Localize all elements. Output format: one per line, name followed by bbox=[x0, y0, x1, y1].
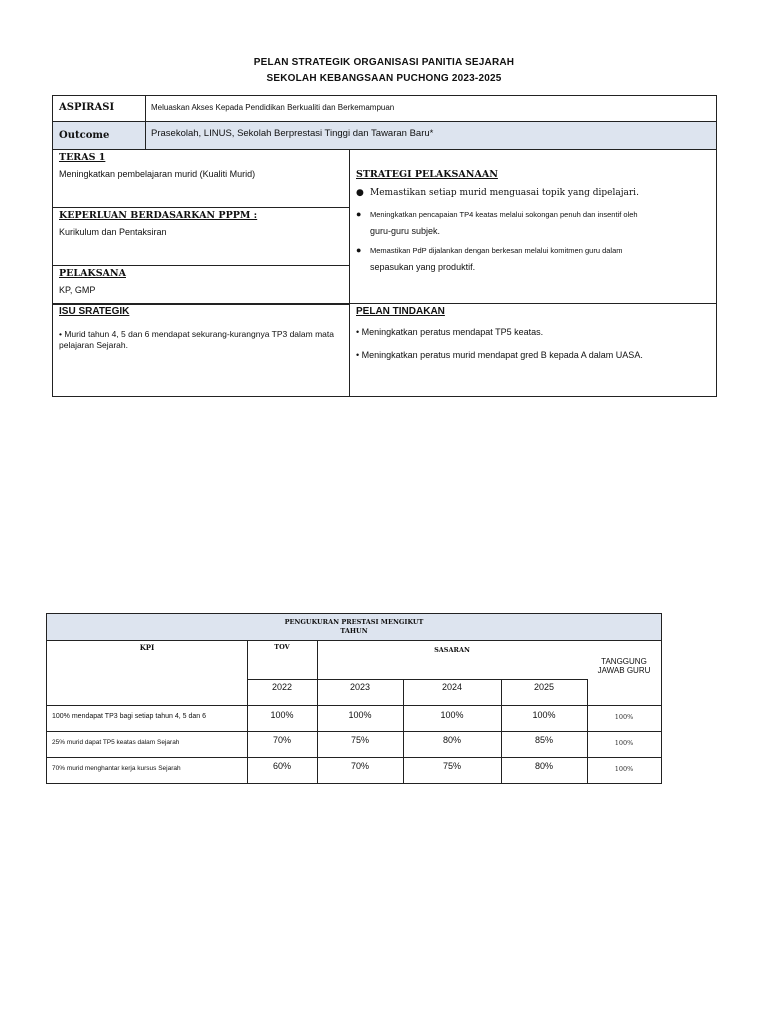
strategi-item bbox=[356, 206, 708, 240]
kpi-table-header bbox=[47, 614, 661, 641]
pelaksana-section bbox=[53, 266, 349, 304]
isu-text: • Murid tahun 4, 5 dan 6 mendapat sekurang-kurangnya TP3 dalam mata pelajaran Sejarah. bbox=[59, 329, 334, 350]
strategi-item-text: Meningkatkan pencapaian TP4 keatas melalui sokongan penuh dan insentif oleh bbox=[370, 210, 638, 219]
aspirasi-row bbox=[53, 96, 716, 122]
pelan-tindakan-heading: PELAN TINDAKAN bbox=[356, 306, 445, 317]
kpi-value-2025: 85% bbox=[534, 735, 553, 745]
kpi-value-guru: 100% bbox=[614, 765, 634, 773]
document-title bbox=[0, 55, 768, 87]
strategi-item-text-cont: guru-guru subjek. bbox=[370, 226, 441, 236]
divider bbox=[53, 304, 350, 305]
strategi-item bbox=[356, 185, 708, 202]
year-label: 2024 bbox=[441, 682, 463, 692]
teras-text: Meningkatkan pembelajaran murid (Kualiti Murid) bbox=[59, 169, 256, 179]
aspirasi-label: ASPIRASI bbox=[53, 96, 146, 121]
keperluan-text: Kurikulum dan Pentaksiran bbox=[59, 227, 167, 237]
isu-heading: ISU SRATEGIK bbox=[59, 306, 130, 317]
kpi-value-2022: 100% bbox=[270, 710, 294, 720]
strategi-item-text-cont: sepasukan yang produktif. bbox=[370, 262, 476, 272]
strategi-item-text: Memastikan setiap murid menguasai topik yang dipelajari. bbox=[370, 188, 639, 198]
teras-heading: TERAS 1 bbox=[59, 152, 106, 163]
bullet-icon: ● bbox=[356, 209, 362, 219]
kpi-value-2023: 100% bbox=[348, 710, 372, 720]
year-label: 2022 bbox=[271, 682, 293, 692]
outcome-label: Outcome bbox=[53, 122, 146, 149]
kpi-header-line-2: TAHUN bbox=[340, 627, 368, 635]
kpi-value-guru: 100% bbox=[614, 739, 634, 747]
kpi-value-2024: 80% bbox=[442, 735, 461, 745]
strategi-heading: STRATEGI PELAKSANAAN bbox=[356, 169, 498, 180]
keperluan-section bbox=[53, 208, 349, 266]
divider bbox=[47, 731, 661, 732]
kpi-table bbox=[46, 613, 662, 784]
kpi-header-line-1: PENGUKURAN PRESTASI MENGIKUT bbox=[284, 618, 424, 626]
kpi-value-2023: 70% bbox=[350, 761, 369, 771]
plan-right-column bbox=[350, 150, 716, 396]
title-line-2: SEKOLAH KEBANGSAAN PUCHONG 2023-2025 bbox=[266, 73, 502, 84]
sasaran-column-header: SASARAN bbox=[434, 646, 470, 654]
year-label: 2025 bbox=[533, 682, 555, 692]
kpi-value-2025: 80% bbox=[534, 761, 553, 771]
outcome-row bbox=[53, 122, 716, 150]
teras-section bbox=[53, 150, 349, 208]
kpi-row-label: 100% mendapat TP3 bagi setiap tahun 4, 5 dan 6 bbox=[52, 713, 206, 720]
kpi-value-2022: 70% bbox=[272, 735, 291, 745]
bullet-icon: ● bbox=[356, 188, 364, 198]
kpi-value-2022: 60% bbox=[272, 761, 291, 771]
tanggung-header-line-1: TANGGUNG bbox=[601, 657, 647, 666]
tanggung-header-line-2: JAWAB GURU bbox=[597, 666, 651, 675]
kpi-row-label: 25% murid dapat TP5 keatas dalam Sejarah bbox=[52, 739, 180, 746]
strategic-plan-table bbox=[52, 95, 717, 397]
strategi-item bbox=[356, 242, 708, 276]
kpi-value-2023: 75% bbox=[350, 735, 369, 745]
divider bbox=[47, 705, 661, 706]
strategi-item-text: Memastikan PdP dijalankan dengan berkesan melalui komitmen guru dalam bbox=[370, 246, 623, 255]
kpi-column-header: KPI bbox=[139, 643, 155, 652]
kpi-value-2024: 75% bbox=[442, 761, 461, 771]
kpi-row-label: 70% murid menghantar kerja kursus Sejarah bbox=[52, 765, 181, 772]
pelan-tindakan-item: • Meningkatkan peratus murid mendapat gred B kepada A dalam UASA. bbox=[356, 350, 643, 360]
aspirasi-value: Meluaskan Akses Kepada Pendidikan Berkualiti dan Berkemampuan bbox=[151, 103, 395, 112]
kpi-value-2025: 100% bbox=[532, 710, 556, 720]
pelaksana-heading: PELAKSANA bbox=[59, 268, 126, 279]
outcome-value: Prasekolah, LINUS, Sekolah Berprestasi Tinggi dan Tawaran Baru* bbox=[151, 128, 434, 139]
divider bbox=[47, 757, 661, 758]
year-label: 2023 bbox=[349, 682, 371, 692]
isu-section bbox=[53, 304, 349, 396]
pelaksana-text: KP, GMP bbox=[59, 285, 96, 295]
tanggung-column-header bbox=[587, 657, 661, 675]
plan-left-column bbox=[53, 150, 350, 396]
bullet-icon: ● bbox=[356, 245, 362, 255]
kpi-value-guru: 100% bbox=[614, 713, 634, 721]
divider bbox=[247, 679, 587, 680]
keperluan-heading: KEPERLUAN BERDASARKAN PPPM : bbox=[59, 210, 258, 221]
pelan-tindakan-item: • Meningkatkan peratus mendapat TP5 keatas. bbox=[356, 327, 544, 337]
tov-column-header: TOV bbox=[274, 643, 290, 651]
kpi-value-2024: 100% bbox=[440, 710, 464, 720]
title-line-1: PELAN STRATEGIK ORGANISASI PANITIA SEJARAH bbox=[253, 57, 515, 68]
